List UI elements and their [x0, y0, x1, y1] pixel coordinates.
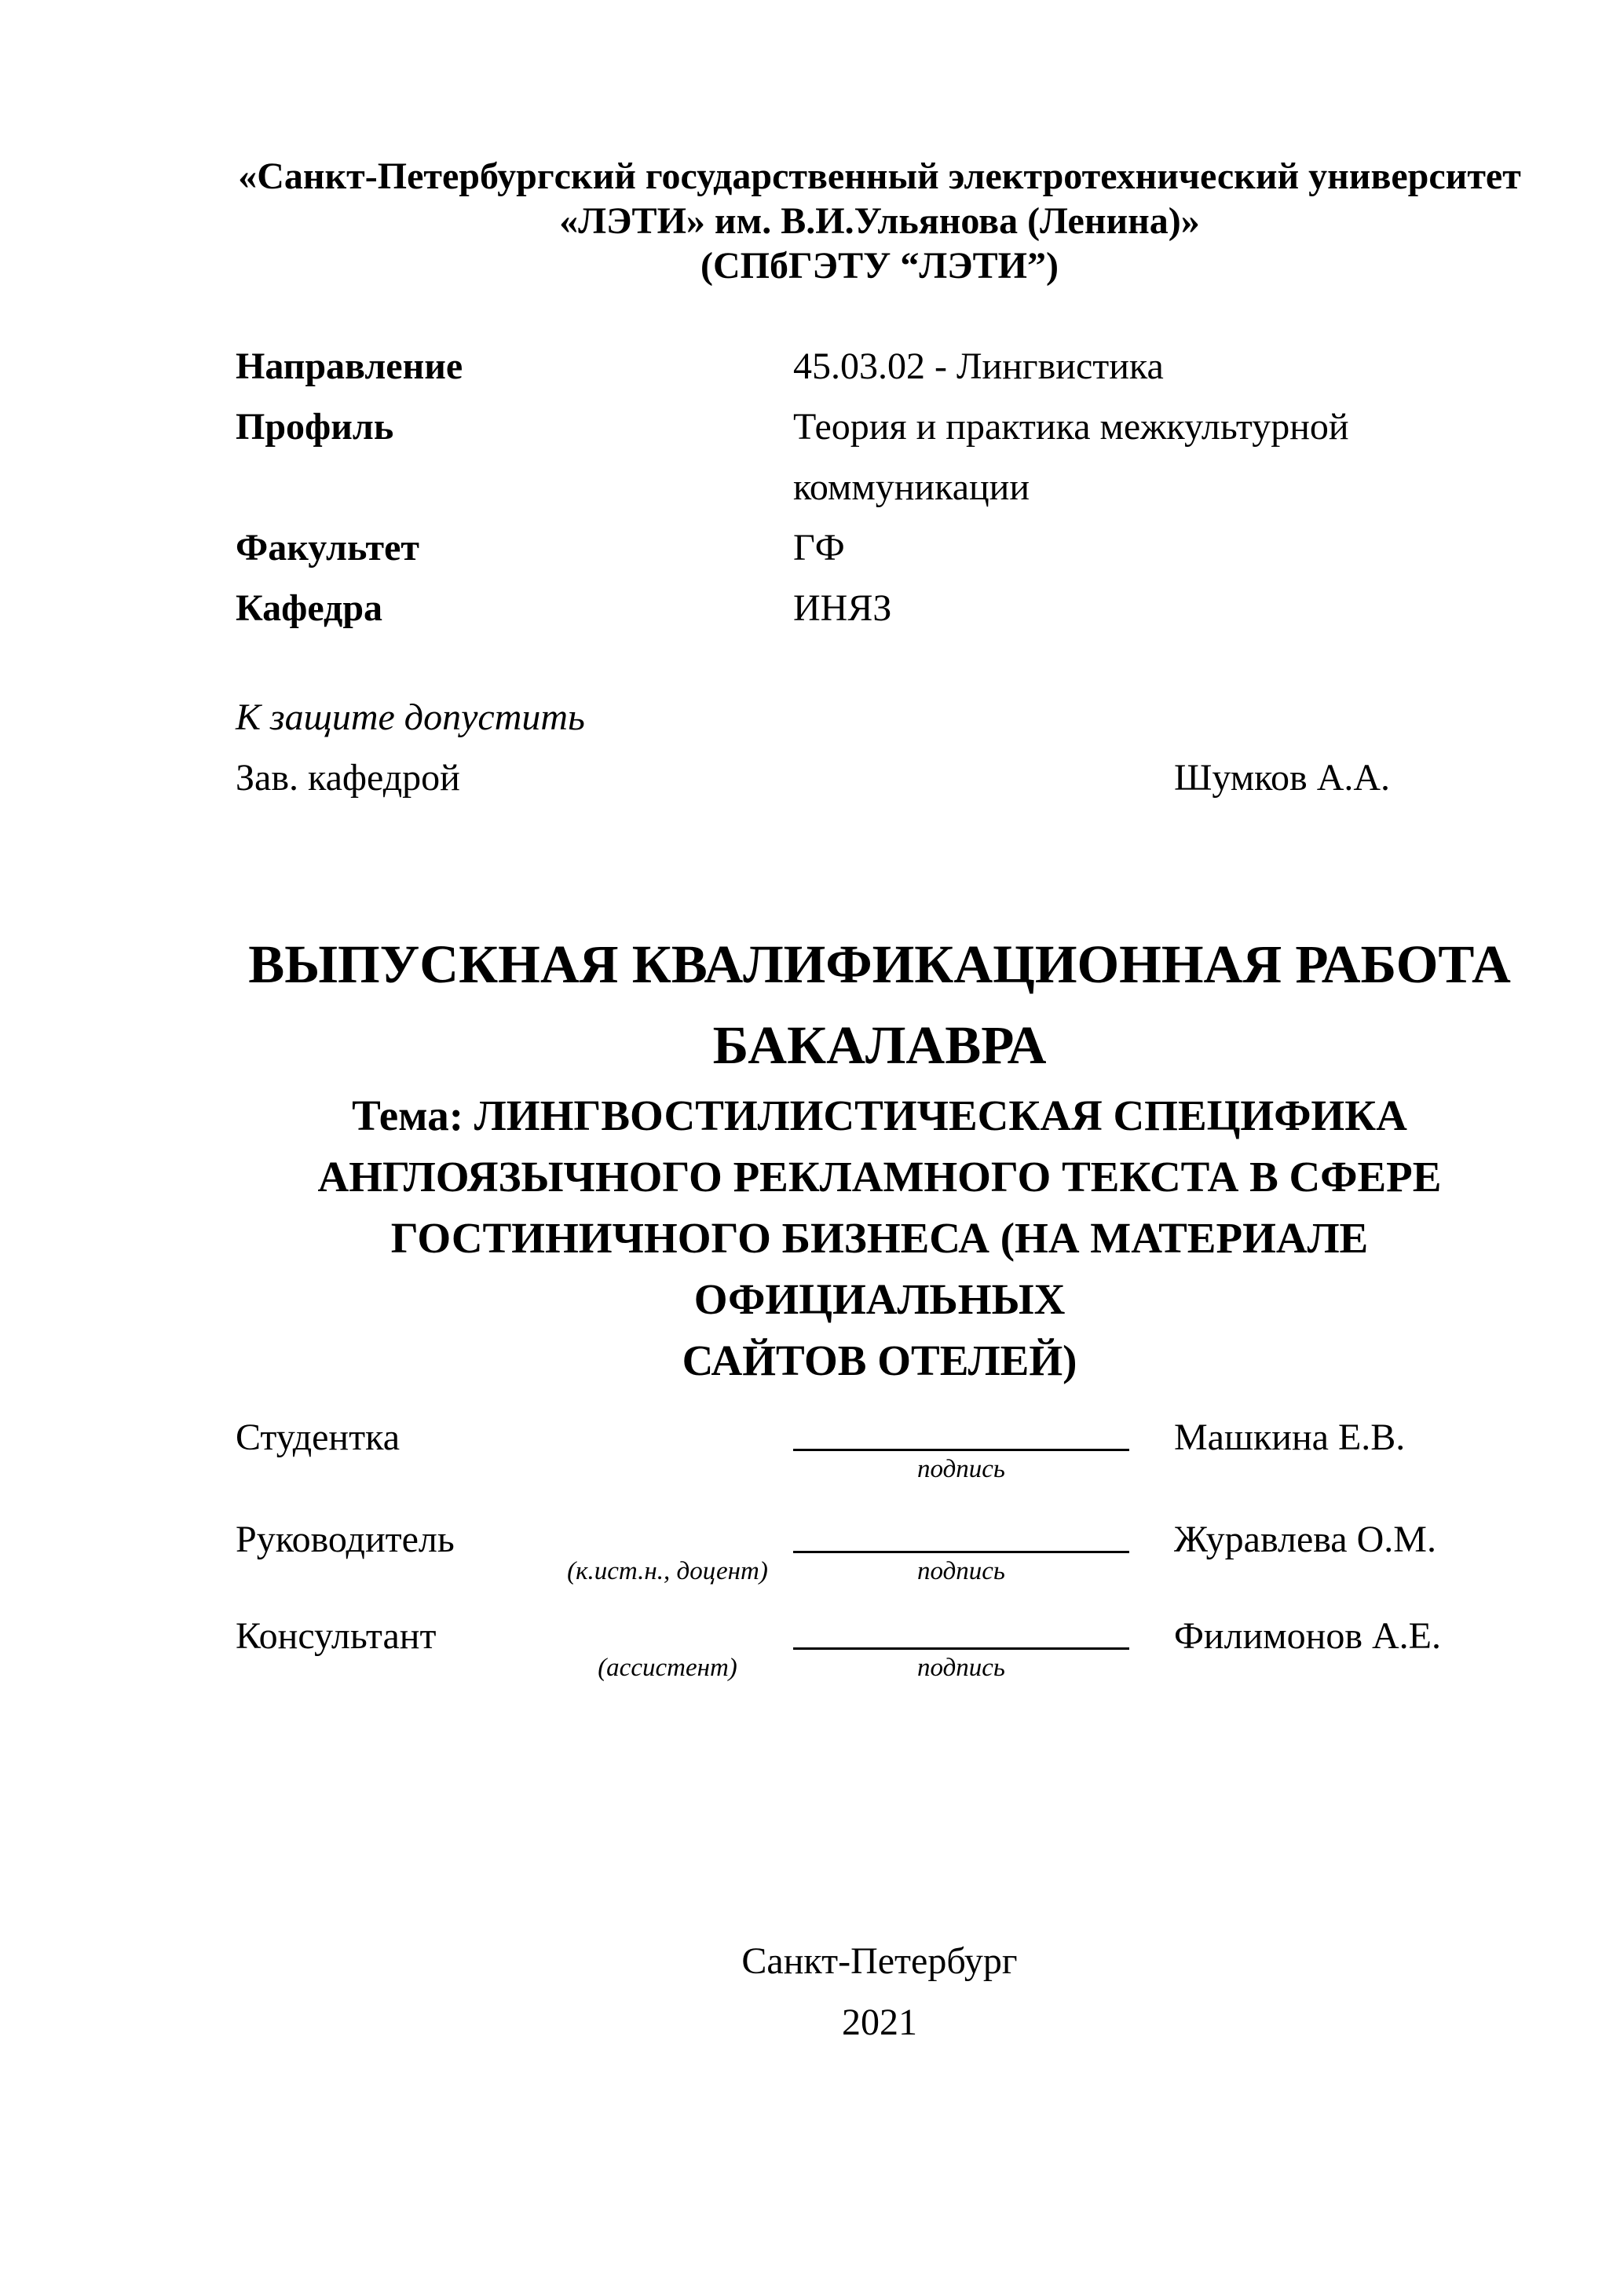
work-theme-line: АНГЛОЯЗЫЧНОГО РЕКЛАМНОГО ТЕКСТА В СФЕРЕ [317, 1153, 1442, 1201]
field-value-line: ИНЯЗ [793, 587, 892, 629]
field-value-direction [793, 336, 1523, 397]
field-value-profile [793, 397, 1523, 517]
university-abbreviation: (СПбГЭТУ “ЛЭТИ”) [700, 245, 1059, 287]
field-value-department [793, 578, 1523, 638]
work-title-line-2: БАКАЛАВРА [712, 1015, 1047, 1075]
work-theme-line: ГОСТИНИЧНОГО БИЗНЕСА (НА МАТЕРИАЛЕ ОФИЦИАЛЬНЫХ [390, 1214, 1369, 1323]
signature-line [793, 1449, 1129, 1451]
signature-caption: подпись [917, 1557, 1005, 1585]
work-title-line-1: ВЫПУСКНАЯ КВАЛИФИКАЦИОННАЯ РАБОТА [248, 934, 1511, 994]
program-fields [236, 336, 1523, 638]
university-header [236, 154, 1523, 288]
admission-phrase: К защите допустить [236, 696, 585, 738]
footer-year: 2021 [842, 2002, 917, 2043]
signature-role: Руководитель [236, 1519, 455, 1560]
signature-role: Студентка [236, 1417, 400, 1458]
signature-line [793, 1551, 1129, 1553]
signature-row-consultant [236, 1614, 1523, 1717]
field-row-profile [236, 397, 1523, 517]
department-head-name: Шумков А.А. [1174, 757, 1391, 799]
signature-name: Журавлева О.М. [1174, 1519, 1436, 1560]
signature-name: Филимонов А.Е. [1174, 1615, 1441, 1657]
footer-city: Санкт-Петербург [741, 1940, 1018, 1982]
signature-name: Машкина Е.В. [1174, 1417, 1406, 1458]
signature-caption: подпись [917, 1455, 1005, 1483]
work-theme-line: Тема: ЛИНГВОСТИЛИСТИЧЕСКАЯ СПЕЦИФИКА [352, 1091, 1407, 1139]
department-head-label: Зав. кафедрой [236, 757, 460, 799]
field-value-faculty [793, 517, 1523, 578]
field-label-faculty: Факультет [236, 527, 419, 569]
field-value-line: 45.03.02 - Лингвистика [793, 345, 1164, 387]
field-value-line: Теория и практика межкультурной [793, 406, 1349, 448]
field-value-line: коммуникации [793, 466, 1030, 508]
signature-line [793, 1647, 1129, 1650]
signature-role: Консультант [236, 1615, 437, 1657]
university-name-line-1: «Санкт-Петербургский государственный электротехнический университет [238, 155, 1521, 197]
field-row-department [236, 578, 1523, 638]
field-row-faculty [236, 517, 1523, 578]
signature-row-supervisor [236, 1518, 1523, 1620]
university-name-line-2: «ЛЭТИ» им. В.И.Ульянова (Ленина)» [559, 200, 1200, 242]
signature-caption: подпись [917, 1654, 1005, 1682]
signature-qualifier: (к.ист.н., доцент) [567, 1557, 768, 1585]
signature-qualifier: (ассистент) [598, 1654, 737, 1682]
field-label-profile: Профиль [236, 406, 394, 448]
work-theme [236, 1085, 1523, 1391]
department-head-row [236, 756, 1523, 803]
field-value-line: ГФ [793, 527, 845, 569]
signature-row-student [236, 1416, 1523, 1518]
field-label-department: Кафедра [236, 587, 383, 629]
work-theme-line: САЙТОВ ОТЕЛЕЙ) [682, 1336, 1077, 1384]
field-row-direction [236, 336, 1523, 397]
field-label-direction: Направление [236, 345, 463, 387]
